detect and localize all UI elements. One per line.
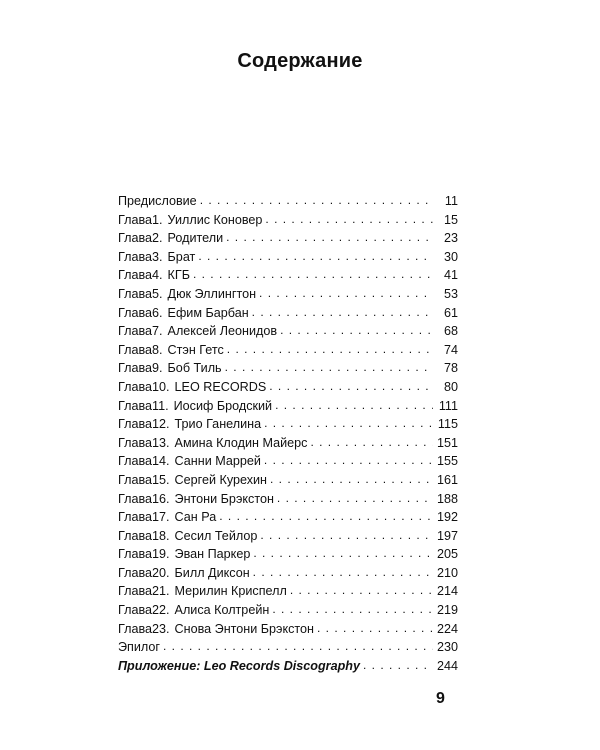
toc-page-number: 224 xyxy=(436,621,458,636)
toc-chapter-number: 8. xyxy=(152,342,163,357)
toc-chapter-prefix: Глава xyxy=(118,435,153,450)
toc-chapter-prefix: Глава xyxy=(118,286,153,301)
toc-chapter-prefix: Глава xyxy=(118,565,153,580)
toc-leader-dots xyxy=(225,358,433,377)
page-title: Содержание xyxy=(237,50,363,72)
toc-chapter-number: 10. xyxy=(152,379,170,394)
toc-entry-title: Брат xyxy=(167,249,196,264)
toc-entry xyxy=(118,452,458,471)
toc-chapter-number: 20. xyxy=(152,565,170,580)
toc-leader-dots xyxy=(265,210,433,229)
toc-chapter-number: 6. xyxy=(152,305,163,320)
toc-entry-title: Мерилин Криспелл xyxy=(174,584,287,599)
toc-leader-dots xyxy=(290,581,433,600)
toc-leader-dots xyxy=(317,619,433,638)
toc-chapter-prefix: Глава xyxy=(118,547,153,562)
toc-entry xyxy=(118,378,458,397)
toc-leader-dots xyxy=(253,563,433,582)
toc-entry-title: Сесил Тейлор xyxy=(174,528,258,543)
toc-chapter-prefix: Глава xyxy=(118,472,153,487)
toc-leader-dots xyxy=(264,451,433,470)
toc-page-number: 230 xyxy=(436,640,458,655)
toc-leader-dots xyxy=(275,396,433,415)
toc-leader-dots xyxy=(260,526,433,545)
toc-leader-dots xyxy=(200,191,433,210)
toc-entry-title: Родители xyxy=(167,231,224,246)
toc-chapter-prefix: Глава xyxy=(118,398,153,413)
toc-entry xyxy=(118,545,458,564)
toc-entry-title: Алиса Колтрейн xyxy=(174,603,270,618)
toc-entry xyxy=(118,582,458,601)
toc-chapter-prefix: Глава xyxy=(118,361,153,376)
toc-entry xyxy=(118,490,458,509)
toc-entry-title: Приложение: Leo Records Discography xyxy=(118,658,360,673)
toc-chapter-number: 15. xyxy=(152,472,170,487)
toc-page-number: 192 xyxy=(436,510,458,525)
toc-chapter-number: 21. xyxy=(152,584,170,599)
toc-page-number: 80 xyxy=(443,379,458,394)
toc-chapter-prefix: Глава xyxy=(118,231,153,246)
toc-chapter-number: 2. xyxy=(152,231,163,246)
toc-entry-title: LEO RECORDS xyxy=(174,379,267,394)
toc-entry xyxy=(118,304,458,323)
toc-leader-dots xyxy=(226,228,433,247)
toc-leader-dots xyxy=(272,600,433,619)
toc-entry xyxy=(118,211,458,230)
toc-page-number: 11 xyxy=(444,194,458,208)
toc-entry xyxy=(118,638,458,657)
toc-entry xyxy=(118,601,458,620)
toc-page-number: 61 xyxy=(443,305,458,320)
toc-entry-title: Эван Паркер xyxy=(174,547,251,562)
toc-page-number: 219 xyxy=(436,603,458,618)
toc-entry xyxy=(118,248,458,267)
toc-chapter-number: 4. xyxy=(152,268,163,283)
toc-entry-title: Энтони Брэкстон xyxy=(174,491,274,506)
toc-chapter-prefix: Глава xyxy=(118,510,153,525)
toc-entry-title: Уиллис Коновер xyxy=(167,212,263,227)
toc-entry xyxy=(118,341,458,360)
toc-entry-title: Эпилог xyxy=(118,640,160,655)
toc-entry xyxy=(118,527,458,546)
toc-entry xyxy=(118,620,458,639)
toc-leader-dots xyxy=(310,433,433,452)
toc-page-number: 74 xyxy=(443,342,458,357)
toc-leader-dots xyxy=(270,470,433,489)
toc-page-number: 155 xyxy=(436,454,458,469)
toc-entry xyxy=(118,229,458,248)
toc-entry xyxy=(118,508,458,527)
toc-leader-dots xyxy=(363,656,433,675)
toc-entry xyxy=(118,434,458,453)
toc-leader-dots xyxy=(253,544,433,563)
toc-page-number: 68 xyxy=(443,324,458,339)
toc-leader-dots xyxy=(269,377,433,396)
toc-chapter-prefix: Глава xyxy=(118,268,153,283)
toc-entry-title: Алексей Леонидов xyxy=(167,324,278,339)
toc-entry xyxy=(118,415,458,434)
toc-chapter-prefix: Глава xyxy=(118,305,153,320)
toc-chapter-number: 13. xyxy=(152,435,170,450)
toc-chapter-prefix: Глава xyxy=(118,621,153,636)
toc-page-number: 205 xyxy=(436,547,458,562)
toc-leader-dots xyxy=(163,637,433,656)
toc-page-number: 115 xyxy=(437,417,458,432)
toc-entry-title: Стэн Гетс xyxy=(167,342,224,357)
toc-chapter-prefix: Глава xyxy=(118,584,153,599)
toc-page-number: 161 xyxy=(436,472,458,487)
toc-chapter-number: 12. xyxy=(152,417,170,432)
toc-entry-title: Дюк Эллингтон xyxy=(167,286,257,301)
toc-leader-dots xyxy=(219,507,433,526)
toc-entry-title: Билл Диксон xyxy=(174,565,250,580)
toc-chapter-prefix: Глава xyxy=(118,528,153,543)
toc-page-number: 53 xyxy=(443,286,458,301)
toc-entry xyxy=(118,285,458,304)
toc-entry-title: Сергей Курехин xyxy=(174,472,268,487)
toc-entry-title: Сан Ра xyxy=(174,510,217,525)
toc-entry xyxy=(118,657,458,676)
toc-chapter-number: 14. xyxy=(152,454,170,469)
toc-page-number: 244 xyxy=(436,658,458,673)
toc-entry-title: Трио Ганелина xyxy=(174,417,262,432)
toc-chapter-prefix: Глава xyxy=(118,249,153,264)
toc-leader-dots xyxy=(227,340,433,359)
toc-chapter-number: 23. xyxy=(152,621,170,636)
toc-page-number: 41 xyxy=(443,268,458,283)
toc-entry xyxy=(118,471,458,490)
toc-entry xyxy=(118,359,458,378)
toc-entry-title: Предисловие xyxy=(118,194,197,208)
toc-page-number: 15 xyxy=(443,212,458,227)
toc-leader-dots xyxy=(193,265,433,284)
toc-leader-dots xyxy=(252,303,433,322)
toc-chapter-number: 1. xyxy=(152,212,163,227)
toc-page-number: 30 xyxy=(443,249,458,264)
toc-chapter-prefix: Глава xyxy=(118,212,153,227)
toc-leader-dots xyxy=(198,247,433,266)
toc-chapter-number: 16. xyxy=(152,491,170,506)
toc-entry-title: Иосиф Бродский xyxy=(173,398,273,413)
toc-chapter-prefix: Глава xyxy=(118,417,153,432)
toc-chapter-prefix: Глава xyxy=(118,324,153,339)
toc-entry-title: КГБ xyxy=(167,268,190,283)
toc-chapter-prefix: Глава xyxy=(118,379,153,394)
toc-entry xyxy=(118,322,458,341)
toc-entry-title: Боб Тиль xyxy=(167,361,222,376)
toc-page-number: 151 xyxy=(436,435,458,450)
toc-entry xyxy=(118,564,458,583)
toc-page-number: 197 xyxy=(436,528,458,543)
toc-chapter-prefix: Глава xyxy=(118,342,153,357)
toc-chapter-prefix: Глава xyxy=(118,454,153,469)
toc-page-number: 111 xyxy=(438,398,458,413)
toc-entry-title: Санни Маррей xyxy=(174,454,261,469)
toc-entry xyxy=(118,266,458,285)
toc-entry-title: Снова Энтони Брэкстон xyxy=(174,621,315,636)
toc-chapter-prefix: Глава xyxy=(118,603,153,618)
toc-entry-title: Амина Клодин Майерс xyxy=(174,435,308,450)
toc-page-number: 214 xyxy=(436,584,458,599)
toc-leader-dots xyxy=(277,489,433,508)
toc-chapter-number: 9. xyxy=(152,361,163,376)
toc-leader-dots xyxy=(280,321,433,340)
toc-page-number: 23 xyxy=(443,231,458,246)
toc-chapter-number: 22. xyxy=(152,603,170,618)
toc-chapter-number: 18. xyxy=(152,528,170,543)
toc-chapter-number: 17. xyxy=(152,510,170,525)
toc-leader-dots xyxy=(259,284,433,303)
page-number: 9 xyxy=(436,690,445,707)
toc-chapter-number: 19. xyxy=(152,547,170,562)
toc-leader-dots xyxy=(264,414,433,433)
toc-chapter-number: 3. xyxy=(152,249,163,264)
toc-chapter-prefix: Глава xyxy=(118,491,153,506)
toc-chapter-number: 5. xyxy=(152,286,163,301)
toc-entry-title: Ефим Барбан xyxy=(167,305,249,320)
toc-page-number: 210 xyxy=(436,565,458,580)
toc-chapter-number: 7. xyxy=(152,324,163,339)
toc-page-number: 188 xyxy=(436,491,458,506)
toc-chapter-number: 11. xyxy=(152,398,169,413)
toc-entry xyxy=(118,192,458,211)
table-of-contents xyxy=(118,192,458,675)
toc-entry xyxy=(118,397,458,416)
toc-page-number: 78 xyxy=(443,361,458,376)
